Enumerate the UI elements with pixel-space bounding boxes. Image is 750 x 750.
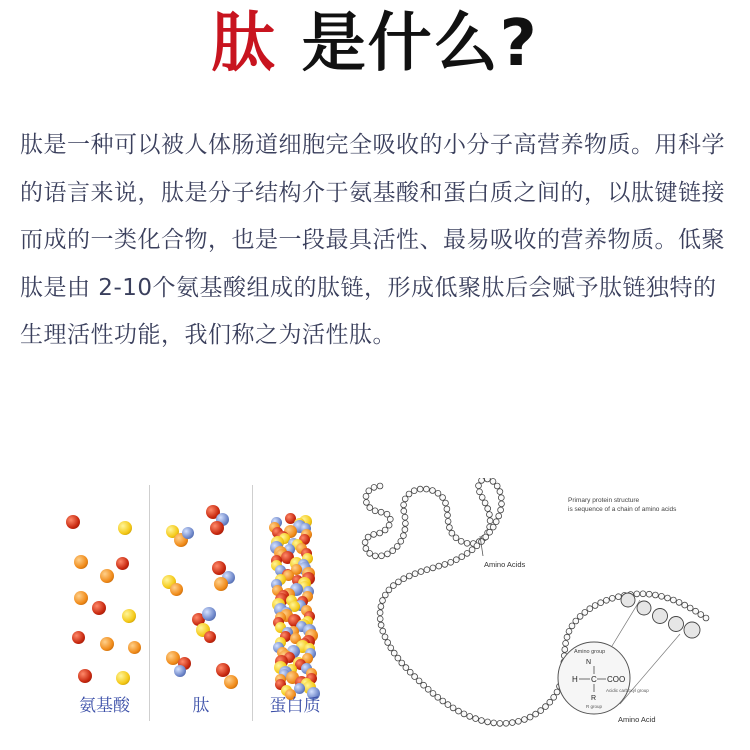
chain-bead bbox=[367, 551, 373, 557]
chain-bead bbox=[490, 524, 496, 530]
peptide-caption: 肽 bbox=[192, 696, 210, 716]
chain-bead bbox=[386, 587, 392, 593]
chain-bead bbox=[386, 522, 392, 528]
chain-bead bbox=[566, 629, 572, 635]
chain-bead bbox=[592, 603, 598, 609]
chain-bead bbox=[402, 527, 408, 533]
chain-bead bbox=[440, 495, 446, 501]
chain-bead bbox=[687, 605, 693, 611]
chain-bead bbox=[569, 623, 575, 629]
chain-bead bbox=[563, 640, 569, 646]
chain-bead bbox=[483, 534, 489, 540]
chain-bead bbox=[380, 628, 386, 634]
chain-bead bbox=[509, 720, 515, 726]
chain-bead bbox=[380, 598, 386, 604]
chain-bead bbox=[477, 489, 483, 495]
chain-bead bbox=[430, 565, 436, 571]
chain-bead bbox=[445, 512, 451, 518]
chain-bead bbox=[487, 512, 493, 518]
chain-bead bbox=[665, 595, 671, 601]
chain-bead bbox=[424, 567, 430, 573]
chain-bead bbox=[403, 665, 409, 671]
chain-bead bbox=[382, 527, 388, 533]
chain-bead bbox=[371, 532, 377, 538]
magnified-bead bbox=[653, 609, 668, 624]
chain-bead bbox=[551, 694, 557, 700]
chain-bead bbox=[444, 506, 450, 512]
inset-r: R bbox=[591, 695, 597, 702]
chain-bead bbox=[406, 491, 412, 497]
chain-bead bbox=[547, 699, 553, 705]
chain-bead bbox=[485, 478, 491, 482]
chain-bead bbox=[533, 711, 539, 717]
chain-bead bbox=[458, 538, 464, 544]
chain-bead bbox=[482, 500, 488, 506]
chain-bead bbox=[538, 708, 544, 714]
molecule-ball bbox=[66, 515, 80, 529]
chain-bead bbox=[490, 479, 496, 485]
amino-acid-label: Amino Acid bbox=[618, 715, 656, 724]
chain-bead bbox=[377, 616, 383, 622]
chain-bead bbox=[671, 597, 677, 603]
chain-bead bbox=[388, 645, 394, 651]
chain-bead bbox=[436, 563, 442, 569]
chain-bead bbox=[703, 615, 709, 621]
magnified-bead bbox=[637, 601, 651, 615]
magnified-bead bbox=[621, 593, 635, 607]
chain-bead bbox=[391, 650, 397, 656]
chain-bead bbox=[479, 718, 485, 724]
chain-bead bbox=[416, 678, 422, 684]
chain-bead bbox=[398, 538, 404, 544]
chain-bead bbox=[401, 502, 407, 508]
molecule-ball bbox=[78, 669, 92, 683]
chain-bead bbox=[425, 686, 431, 692]
chain-bead bbox=[402, 496, 408, 502]
chain-bead bbox=[693, 608, 699, 614]
chain-bead bbox=[499, 501, 505, 507]
chain-bead bbox=[498, 507, 504, 513]
chain-bead bbox=[646, 591, 652, 597]
chain-bead bbox=[430, 488, 436, 494]
chain-bead bbox=[378, 604, 384, 610]
page-title bbox=[0, 6, 750, 82]
molecule-ball bbox=[116, 557, 129, 570]
chain-bead bbox=[487, 529, 493, 535]
chain-bead bbox=[503, 720, 509, 726]
chain-bead bbox=[682, 602, 688, 608]
amino-acid-chain bbox=[362, 478, 709, 726]
chain-bead bbox=[366, 488, 372, 494]
chain-bead bbox=[371, 485, 377, 491]
molecule-ball bbox=[72, 631, 85, 644]
chain-bead bbox=[387, 516, 393, 522]
intro-paragraph: 肽是一种可以被人体肠道细胞完全吸收的小分子高营养物质。用科学的语言来说，肽是分子结构介于氨基酸和蛋白质之间的，以肽键链接而成的一类化合物，也是一段最具活性、最易吸收的营养物质。低聚肽是由 2-10个氨基酸组成的肽链，形成低聚肽后会赋予肽链独特的生理活性功能，我们称之为活性肽。 bbox=[20, 132, 725, 348]
molecule-ball bbox=[100, 637, 114, 651]
chain-bead bbox=[453, 535, 459, 541]
chain-bead bbox=[365, 534, 371, 540]
chain-bead bbox=[474, 543, 480, 549]
chain-bead bbox=[461, 711, 467, 717]
chain-bead bbox=[582, 610, 588, 616]
chain-bead bbox=[367, 505, 373, 511]
chain-bead bbox=[479, 478, 485, 483]
title-highlight: 肽 bbox=[211, 7, 278, 81]
diagram-heading-line1: Primary protein structure bbox=[568, 497, 640, 504]
chain-bead bbox=[676, 600, 682, 606]
chain-bead bbox=[391, 583, 397, 589]
chain-bead bbox=[385, 551, 391, 557]
chain-bead bbox=[440, 698, 446, 704]
chain-bead bbox=[385, 640, 391, 646]
chain-bead bbox=[379, 553, 385, 559]
panel-divider bbox=[149, 485, 150, 721]
chain-bead bbox=[412, 674, 418, 680]
chain-bead bbox=[609, 595, 615, 601]
chain-bead bbox=[378, 622, 384, 628]
chain-bead bbox=[653, 592, 659, 598]
chain-bead bbox=[467, 714, 473, 720]
chain-bead bbox=[442, 562, 448, 568]
diagram-heading-line2: is sequence of a chain of amino acids bbox=[568, 506, 677, 513]
peptide-panel bbox=[152, 485, 250, 730]
chain-bead bbox=[377, 483, 383, 489]
inset-cooh: COO bbox=[607, 675, 626, 684]
chain-bead bbox=[364, 500, 370, 506]
inset-c: C bbox=[591, 675, 597, 684]
protein-caption: 蛋白质 bbox=[269, 696, 321, 716]
chain-bead bbox=[640, 591, 646, 597]
chain-bead bbox=[401, 508, 407, 514]
chain-bead bbox=[377, 610, 383, 616]
chain-bead bbox=[464, 540, 470, 546]
chain-bead bbox=[497, 489, 503, 495]
inset-amino-group: Amino group bbox=[574, 649, 606, 655]
chain-bead bbox=[485, 719, 491, 725]
molecule-ball bbox=[128, 641, 141, 654]
amino-acids-label: Amino Acids bbox=[484, 560, 526, 569]
chain-bead bbox=[435, 490, 441, 496]
chain-bead bbox=[598, 600, 604, 606]
chain-bead bbox=[573, 618, 579, 624]
chain-bead bbox=[372, 553, 378, 559]
panel-divider bbox=[252, 485, 253, 721]
molecule-ball bbox=[122, 609, 136, 623]
title-rest: 是什么? bbox=[301, 7, 539, 81]
magnified-bead bbox=[669, 617, 684, 632]
chain-bead bbox=[698, 612, 704, 618]
chain-bead bbox=[401, 533, 407, 539]
chain-bead bbox=[469, 547, 475, 553]
chain-bead bbox=[604, 597, 610, 603]
chain-bead bbox=[479, 495, 485, 501]
protein-panel bbox=[255, 485, 335, 730]
chain-bead bbox=[372, 508, 378, 514]
chain-bead bbox=[363, 493, 369, 499]
chain-bead bbox=[447, 525, 453, 531]
molecule-ball bbox=[74, 591, 88, 605]
chain-bead bbox=[417, 486, 423, 492]
molecule-ball bbox=[92, 601, 106, 615]
chain-bead bbox=[450, 705, 456, 711]
chain-bead bbox=[564, 634, 570, 640]
chain-bead bbox=[634, 591, 640, 597]
magnified-beads bbox=[621, 593, 700, 638]
chain-bead bbox=[498, 495, 504, 501]
chain-bead bbox=[402, 514, 408, 520]
chain-bead bbox=[382, 592, 388, 598]
chain-bead bbox=[396, 579, 402, 585]
chain-bead bbox=[378, 509, 384, 515]
chain-bead bbox=[522, 717, 528, 723]
chain-bead bbox=[394, 544, 400, 550]
chain-bead bbox=[407, 669, 413, 675]
molecule-ball bbox=[118, 521, 132, 535]
chain-bead bbox=[406, 573, 412, 579]
chain-bead bbox=[493, 519, 499, 525]
chain-bead bbox=[487, 518, 493, 524]
chain-bead bbox=[473, 716, 479, 722]
svg-text:N: N bbox=[586, 659, 592, 666]
chain-bead bbox=[527, 714, 533, 720]
chain-bead bbox=[494, 483, 500, 489]
chain-bead bbox=[554, 689, 560, 695]
chain-bead bbox=[476, 483, 482, 489]
amino-acid-panel bbox=[62, 485, 147, 730]
chain-bead bbox=[401, 576, 407, 582]
molecule-ball bbox=[116, 671, 130, 685]
molecule-ball bbox=[100, 569, 114, 583]
chain-bead bbox=[659, 593, 665, 599]
chain-bead bbox=[485, 506, 491, 512]
chain-bead bbox=[443, 500, 449, 506]
chain-bead bbox=[430, 691, 436, 697]
chain-bead bbox=[448, 559, 454, 565]
chain-bead bbox=[587, 606, 593, 612]
chain-bead bbox=[445, 519, 451, 525]
chain-bead bbox=[411, 488, 417, 494]
chain-bead bbox=[424, 486, 430, 492]
chain-bead bbox=[516, 718, 522, 724]
chain-bead bbox=[435, 694, 441, 700]
chain-bead bbox=[390, 548, 396, 554]
inset-carboxyl: Acidic carboxyl group bbox=[606, 688, 649, 693]
inset-h: H bbox=[572, 675, 578, 684]
chain-bead bbox=[456, 708, 462, 714]
chain-bead bbox=[418, 569, 424, 575]
chain-bead bbox=[363, 546, 369, 552]
chain-bead bbox=[491, 720, 497, 726]
chain-bead bbox=[464, 551, 470, 557]
protein-structure-diagram bbox=[350, 478, 740, 740]
chain-bead bbox=[496, 513, 502, 519]
chain-bead bbox=[459, 554, 465, 560]
chain-bead bbox=[497, 721, 503, 727]
amino-acid-caption: 氨基酸 bbox=[79, 696, 130, 716]
chain-bead bbox=[377, 530, 383, 536]
chain-bead bbox=[395, 655, 401, 661]
inset-r-group: R group bbox=[586, 704, 603, 709]
molecule-ball bbox=[74, 555, 88, 569]
chain-bead bbox=[616, 594, 622, 600]
chain-bead bbox=[382, 634, 388, 640]
magnified-bead bbox=[684, 622, 700, 638]
chain-bead bbox=[362, 540, 368, 546]
chain-bead bbox=[445, 702, 451, 708]
chain-bead bbox=[403, 521, 409, 527]
chain-bead bbox=[562, 647, 568, 653]
chain-bead bbox=[453, 557, 459, 563]
chain-bead bbox=[412, 571, 418, 577]
chain-bead bbox=[577, 614, 583, 620]
